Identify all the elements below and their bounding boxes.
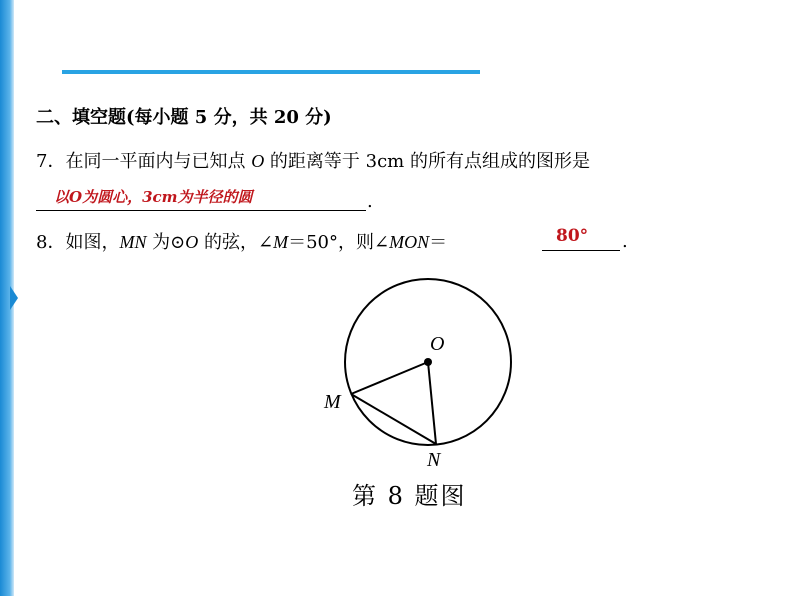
q8-text-b: 为⊙ bbox=[146, 232, 186, 253]
label-o: O bbox=[430, 333, 445, 355]
label-m: M bbox=[324, 391, 341, 413]
q8-circle: O bbox=[185, 232, 199, 252]
q7-text-a: 在同一平面内与已知点 bbox=[65, 151, 252, 172]
q8-number: 8． bbox=[36, 232, 66, 253]
q8-text-e: ＝ bbox=[429, 232, 448, 253]
section-title: 二、填空题(每小题 5 分，共 20 分) bbox=[36, 107, 332, 128]
q7-text-b: 的距离等于 3cm 的所有点组成的图形是 bbox=[264, 151, 590, 172]
figure-caption: 第 8 题图 bbox=[352, 482, 467, 510]
q7-answer: 以O为圆心，3cm为半径的圆 bbox=[54, 188, 253, 206]
q8-angle-m: M bbox=[273, 232, 289, 252]
q8-text-a: 如图， bbox=[65, 232, 120, 253]
label-n: N bbox=[427, 449, 441, 471]
q8-chord: MN bbox=[119, 232, 147, 252]
q7-period: . bbox=[367, 191, 373, 212]
q7-point: O bbox=[251, 151, 265, 171]
radius-on bbox=[428, 362, 436, 444]
q8-text-d: ＝50°，则∠ bbox=[288, 232, 390, 253]
q8-period: . bbox=[622, 231, 628, 252]
q8-text-c: 的弦，∠ bbox=[198, 232, 274, 253]
radius-om bbox=[351, 362, 428, 394]
center-dot bbox=[424, 358, 432, 366]
q8-angle-mon: MON bbox=[389, 232, 430, 252]
q8-answer: 80° bbox=[556, 226, 589, 246]
q7-number: 7． bbox=[36, 151, 66, 172]
